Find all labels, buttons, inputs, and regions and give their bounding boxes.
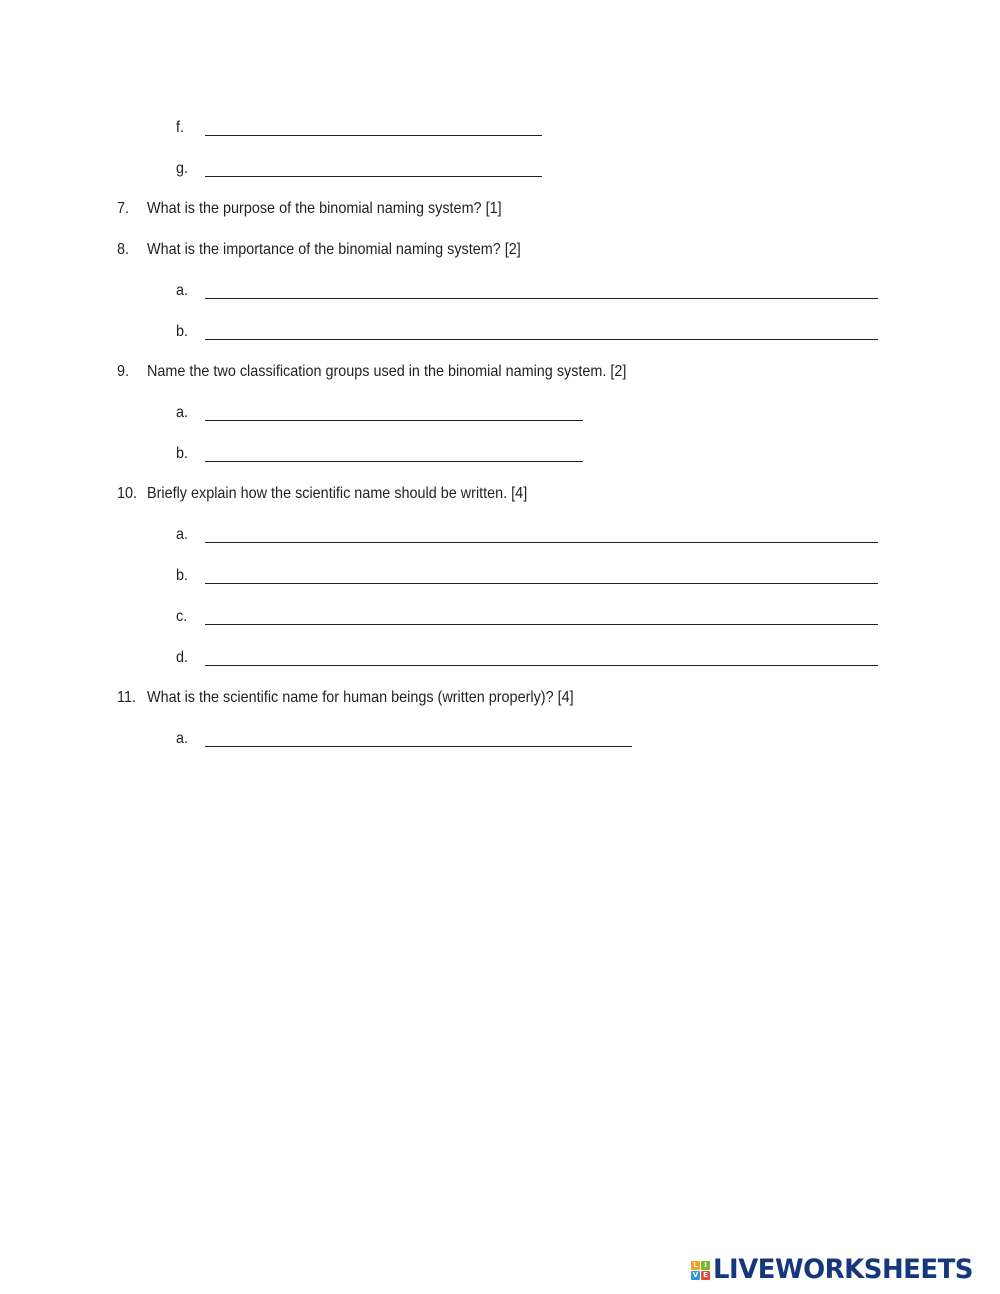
answer-line-6g[interactable] — [205, 176, 542, 177]
question-text: What is the purpose of the binomial naming system? [1] — [147, 200, 502, 217]
answer-line-8b[interactable] — [205, 339, 878, 340]
question-text: Name the two classification groups used in the binomial naming system. [2] — [147, 363, 627, 380]
answer-line-11a[interactable] — [205, 746, 632, 747]
question-number: 9. — [117, 363, 130, 380]
sub-item-label: b. — [176, 567, 189, 584]
answer-line-10b[interactable] — [205, 583, 878, 584]
sub-item-label: a. — [176, 404, 189, 421]
answer-line-9a[interactable] — [205, 420, 583, 421]
sub-item-label: b. — [176, 445, 189, 462]
question-number: 10. — [117, 485, 138, 502]
answer-line-10c[interactable] — [205, 624, 878, 625]
answer-line-8a[interactable] — [205, 298, 878, 299]
question-text: What is the scientific name for human beings (written properly)? [4] — [147, 689, 574, 706]
logo-tile: L — [691, 1261, 700, 1270]
sub-item-label: g. — [176, 160, 189, 177]
logo-tile: E — [701, 1271, 710, 1280]
sub-item-label: a. — [176, 526, 189, 543]
question-text: What is the importance of the binomial naming system? [2] — [147, 241, 521, 258]
sub-item-label: a. — [176, 282, 189, 299]
answer-line-9b[interactable] — [205, 461, 583, 462]
sub-item-label: a. — [176, 730, 189, 747]
answer-line-10d[interactable] — [205, 665, 878, 666]
question-number: 8. — [117, 241, 130, 258]
sub-item-label: b. — [176, 323, 189, 340]
sub-item-label: f. — [176, 119, 185, 136]
liveworksheets-logo — [691, 1256, 984, 1284]
logo-mark-icon — [691, 1261, 710, 1280]
answer-line-6f[interactable] — [205, 135, 542, 136]
sub-item-label: c. — [176, 608, 188, 625]
question-number: 7. — [117, 200, 130, 217]
logo-wordmark: LIVEWORKSHEETS — [713, 1254, 974, 1285]
answer-line-10a[interactable] — [205, 542, 878, 543]
sub-item-label: d. — [176, 649, 189, 666]
question-text: Briefly explain how the scientific name should be written. [4] — [147, 485, 528, 502]
logo-tile: I — [701, 1261, 710, 1270]
question-number: 11. — [117, 689, 136, 706]
logo-tile: V — [692, 1270, 699, 1279]
